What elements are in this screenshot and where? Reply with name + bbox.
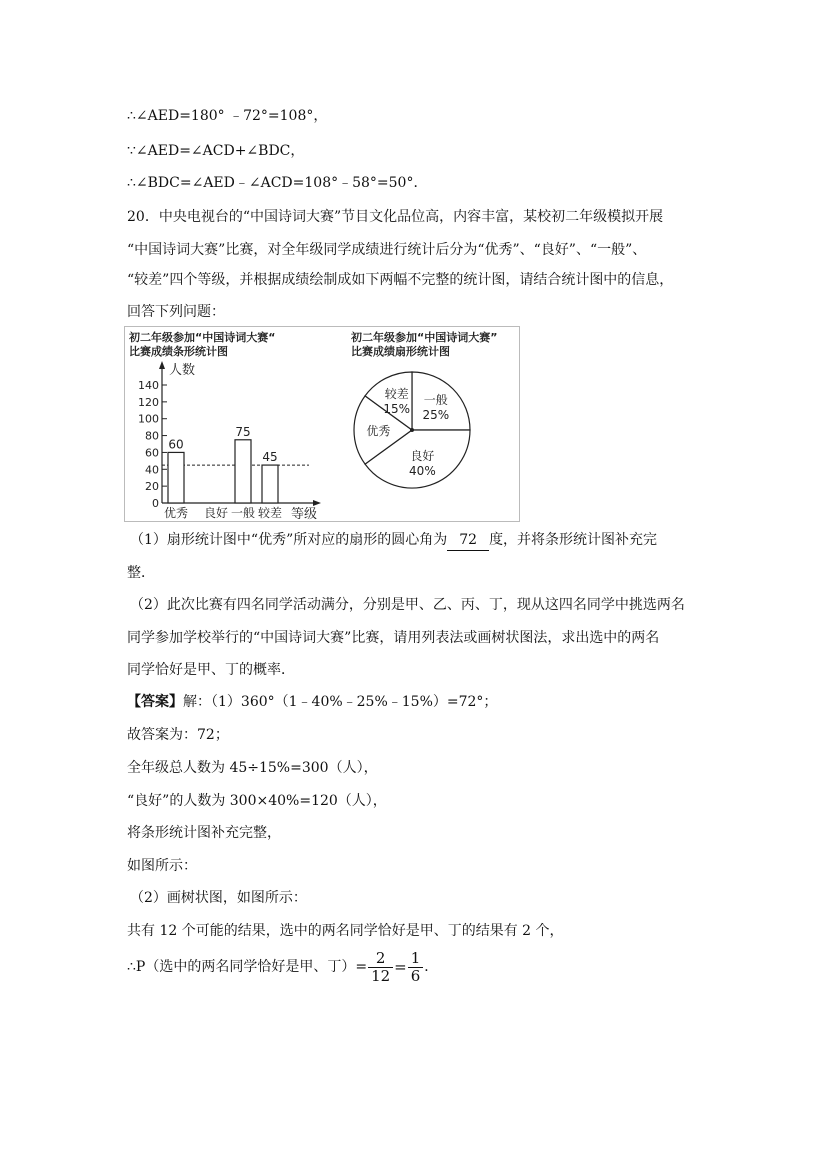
part-1-text-a: （1）扇形统计图中“优秀”所对应的扇形的圆心角为 (130, 532, 448, 548)
y-tick-label: 60 (145, 446, 159, 460)
bar-优秀 (168, 452, 184, 503)
question-20-line-2: “中国诗词大赛”比赛，对全年级同学成绩进行统计后分为“优秀”、“良好”、“一般”、 (127, 242, 647, 258)
part-1-text-b: 度，并将条形统计图补充完 (489, 532, 658, 548)
x-axis-arrow (313, 500, 321, 506)
answer-line-4: “良好”的人数为 300×40%=120（人）， (127, 793, 387, 809)
x-category-label: 较差 (257, 506, 283, 520)
answer-line-2: 故答案为：72； (127, 727, 229, 743)
y-axis-label: 人数 (169, 363, 196, 378)
solution-line-2: ∵∠AED=∠ACD+∠BDC， (127, 143, 305, 159)
pie-slice-label: 一般 (423, 393, 448, 408)
fraction-denominator: 6 (410, 966, 421, 985)
x-category-label: 优秀 (163, 506, 189, 520)
bar-value-label: 60 (168, 437, 184, 452)
solution-line-3: ∴∠BDC=∠AED﹣∠ACD=108°﹣58°=50°． (127, 175, 428, 191)
y-axis-arrow (159, 361, 165, 369)
answer-line-7: （2）画树状图，如图所示： (130, 890, 307, 906)
statistics-charts (125, 327, 519, 521)
statistics-figure (124, 326, 520, 522)
question-20-line-4: 回答下列问题： (127, 304, 225, 320)
bar-chart (128, 330, 321, 521)
bar-value-label: 45 (262, 450, 278, 465)
y-tick-label: 120 (138, 395, 159, 409)
probability-end: ． (424, 959, 439, 975)
answer-line-6: 如图所示： (127, 858, 197, 874)
y-tick-label: 100 (138, 412, 159, 426)
bars (168, 425, 278, 503)
part-2-line-2: 同学参加学校举行的“中国诗词大赛”比赛，请用列表法或画树状图法，求出选中的两名 (127, 630, 660, 646)
x-category-labels (164, 505, 282, 520)
part-2-line-1: （2）此次比赛有四名同学活动满分，分别是甲、乙、丙、丁，现从这四名同学中挑选两名 (130, 597, 685, 613)
pie-slice-percent: 40% (409, 463, 436, 478)
part-1-line (130, 530, 657, 551)
pie-center-dot (410, 428, 414, 432)
fraction-denominator: 12 (371, 966, 391, 985)
answer-line-8: 共有 12 个可能的结果，选中的两名同学恰好是甲、丁的结果有 2 个， (127, 923, 564, 939)
x-axis-label: 等级 (291, 507, 318, 521)
pie-chart-title-line-1: 初二年级参加“中国诗词大赛” (351, 331, 498, 344)
pie-slice-percent: 15% (383, 402, 411, 417)
question-20-line-1: 20．中央电视台的“中国诗词大赛”节目文化品位高，内容丰富，某校初二年级模拟开展 (127, 209, 664, 225)
pie-slice-label: 优秀 (366, 424, 391, 438)
x-category-label: 良好 (203, 506, 229, 520)
pie-chart (350, 330, 497, 488)
part-1-answer-blank: 72 (447, 530, 489, 551)
y-tick-label: 140 (138, 379, 159, 392)
y-ticks (138, 379, 167, 510)
pie-slice-label: 良好 (410, 448, 435, 463)
answer-text-1: 解：（1）360°（1﹣40%﹣25%﹣15%）=72°； (183, 694, 498, 710)
question-20-line-3: “较差”四个等级，并根据成绩绘制成如下两幅不完整的统计图，请结合统计图中的信息， (127, 272, 674, 288)
pie-slice-percent: 25% (422, 408, 450, 423)
pie-chart-title-line-2: 比赛成绩扇形统计图 (351, 345, 450, 358)
bar-较差 (262, 465, 278, 503)
fraction-2-12 (368, 950, 393, 985)
answer-line-1 (127, 692, 497, 712)
part-2-line-3: 同学恰好是甲、丁的概率． (127, 662, 295, 678)
solution-line-1: ∴∠AED=180° ﹣72°=108°， (127, 108, 328, 124)
answer-line-3: 全年级总人数为 45÷15%=300（人）， (127, 760, 378, 776)
bar-chart-title-line-1: 初二年级参加“中国诗词大赛“ (129, 331, 276, 344)
bar-一般 (235, 440, 251, 503)
y-tick-label: 0 (152, 497, 159, 510)
fraction-1-6 (408, 950, 424, 985)
fraction-numerator: 1 (408, 950, 424, 968)
answer-probability-line: ∴P（选中的两名同学恰好是甲、丁）= $\frac{2}{12}$ = $\frac{1}{6}$ ． (127, 948, 439, 985)
answer-line-5: 将条形统计图补充完整， (127, 825, 281, 841)
answer-tag: 【答案】 (127, 694, 183, 710)
probability-text: ∴P（选中的两名同学恰好是甲、丁）= (127, 959, 368, 975)
x-category-label: 一般 (230, 506, 256, 520)
y-tick-label: 40 (145, 463, 159, 477)
y-tick-label: 20 (145, 480, 159, 494)
bar-value-label: 75 (235, 424, 251, 439)
pie-slice-label: 较差 (384, 387, 409, 402)
fraction-numerator: 2 (368, 950, 393, 968)
part-1-line-2: 整． (127, 565, 155, 581)
y-tick-label: 80 (145, 429, 159, 443)
bar-chart-title-line-2: 比赛成绩条形统计图 (129, 345, 228, 358)
